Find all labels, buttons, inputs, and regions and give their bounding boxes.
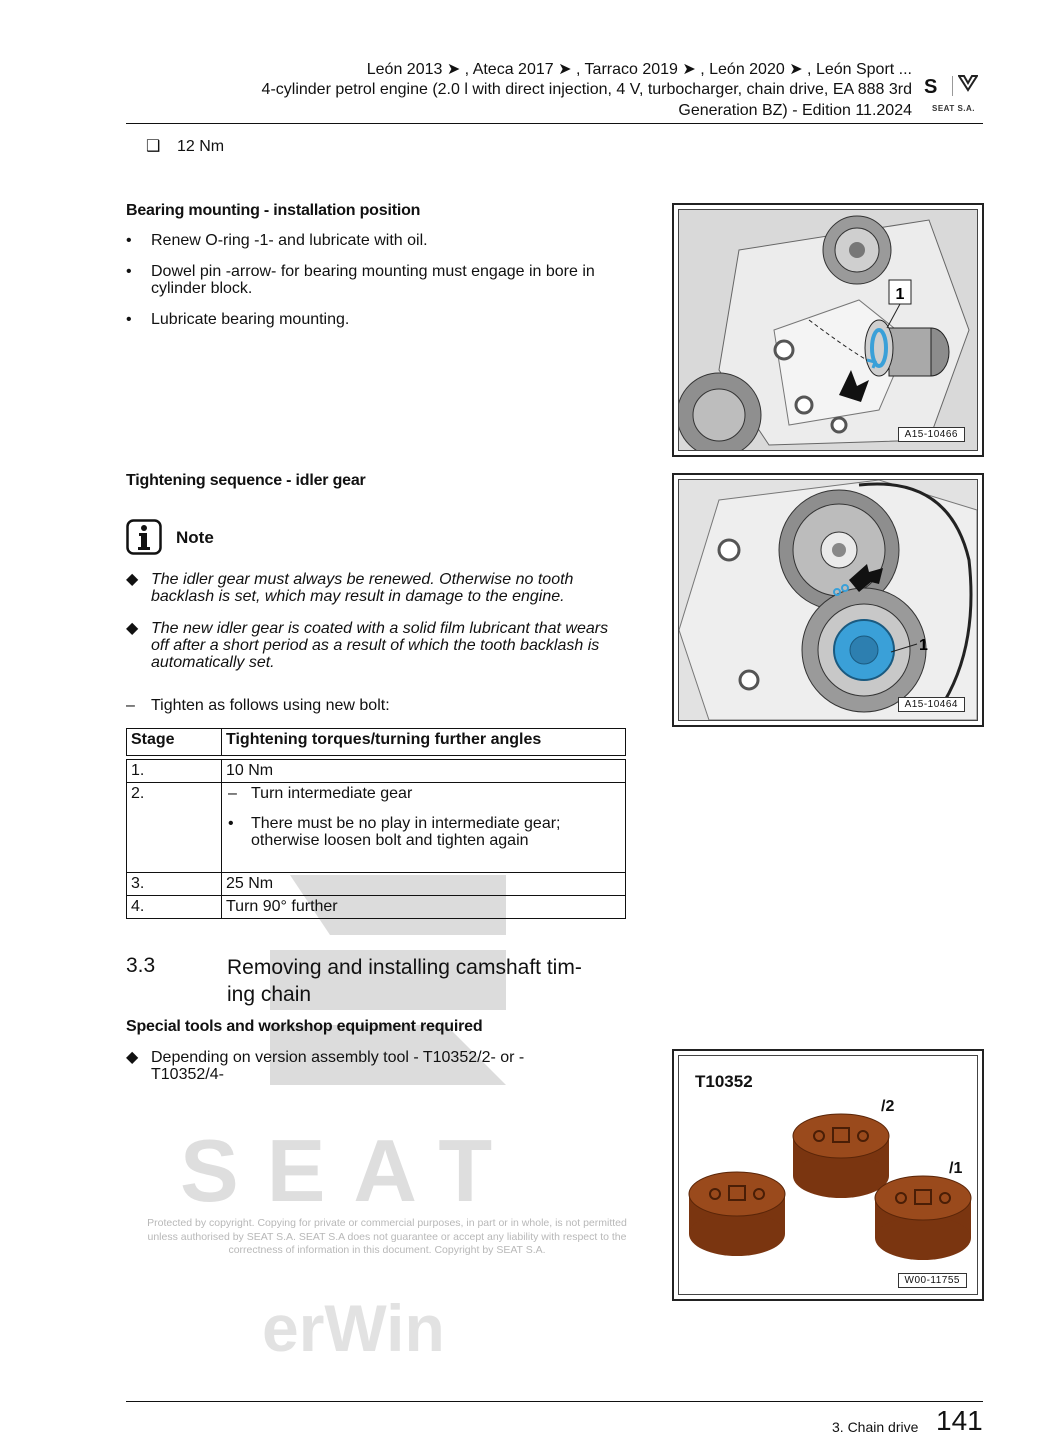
note-label: Note [176,528,214,547]
copyright-notice: Protected by copyright. Copying for private or commercial purposes, in part or in whole, is not permitted unless authorised by SEAT S.A. SEAT S.A does not guarantee or accept any liability with respect to the correctness of information in this document. Copyright by SEAT S.A. [147,1217,627,1256]
erwin-watermark: erWin [262,1291,445,1365]
torque-item: 12 Nm [177,138,225,155]
logo-text: SEAT S.A. [932,104,976,113]
torque-table [126,728,626,919]
tool-title: T10352 [695,1072,753,1091]
bearing-heading: Bearing mounting - installation position [126,202,421,219]
figure-t10352 [672,1049,984,1301]
section-number: 3.3 [126,954,156,977]
figure-bearing-mounting [672,203,984,457]
tool-label-1: /1 [949,1160,963,1177]
table-header-torque: Tightening torques/turning further angles [222,729,626,756]
table-row: 4. Turn 90° further [127,896,626,919]
callout-1: 1 [895,286,905,303]
header-engine: 4-cylinder petrol engine (2.0 l with direct injection, 4 V, turbocharger, chain drive, EA 888 3rd [261,81,912,98]
tools-heading: Special tools and workshop equipment required [126,1018,483,1035]
table-header-stage: Stage [127,729,222,756]
figure-code: W00-11755 [898,1273,967,1288]
tool-illustration [679,1056,977,1294]
tool-label-2: /2 [881,1098,895,1115]
header-edition: Generation BZ) - Edition 11.2024 [678,102,912,119]
header-models: León 2013 ➤ , Ateca 2017 ➤ , Tarraco 2019 ➤ , León 2020 ➤ , León Sport ... [366,61,912,78]
table-row: 1. 10 Nm [127,760,626,783]
bearing-illustration [679,210,977,450]
figure-code: A15-10466 [898,427,965,442]
idler-heading: Tightening sequence - idler gear [126,472,366,489]
idler-gear-illustration [679,480,977,720]
footer-rule [126,1401,983,1402]
note-icon [126,519,162,555]
figure-code: A15-10464 [898,697,965,712]
table-row: 3. 25 Nm [127,873,626,896]
cupra-icon [958,74,978,98]
page-number: 141 [936,1405,983,1436]
section-title: Removing and installing camshaft tim- ing chain [227,956,582,1006]
footer-chapter: 3. Chain drive [832,1419,919,1435]
table-row: 2. – Turn intermediate gear • There must be no play in intermediate gear; otherwise loosen bolt and tighten again [127,783,626,873]
header-rule [126,123,983,124]
seat-cupra-logo: S SEAT S.A. [922,72,982,116]
figure-idler-gear [672,473,984,727]
checkbox-icon: ❑ [146,138,161,155]
callout-1: 1 [919,637,928,654]
seat-wordmark-watermark: SEAT [180,1121,521,1220]
